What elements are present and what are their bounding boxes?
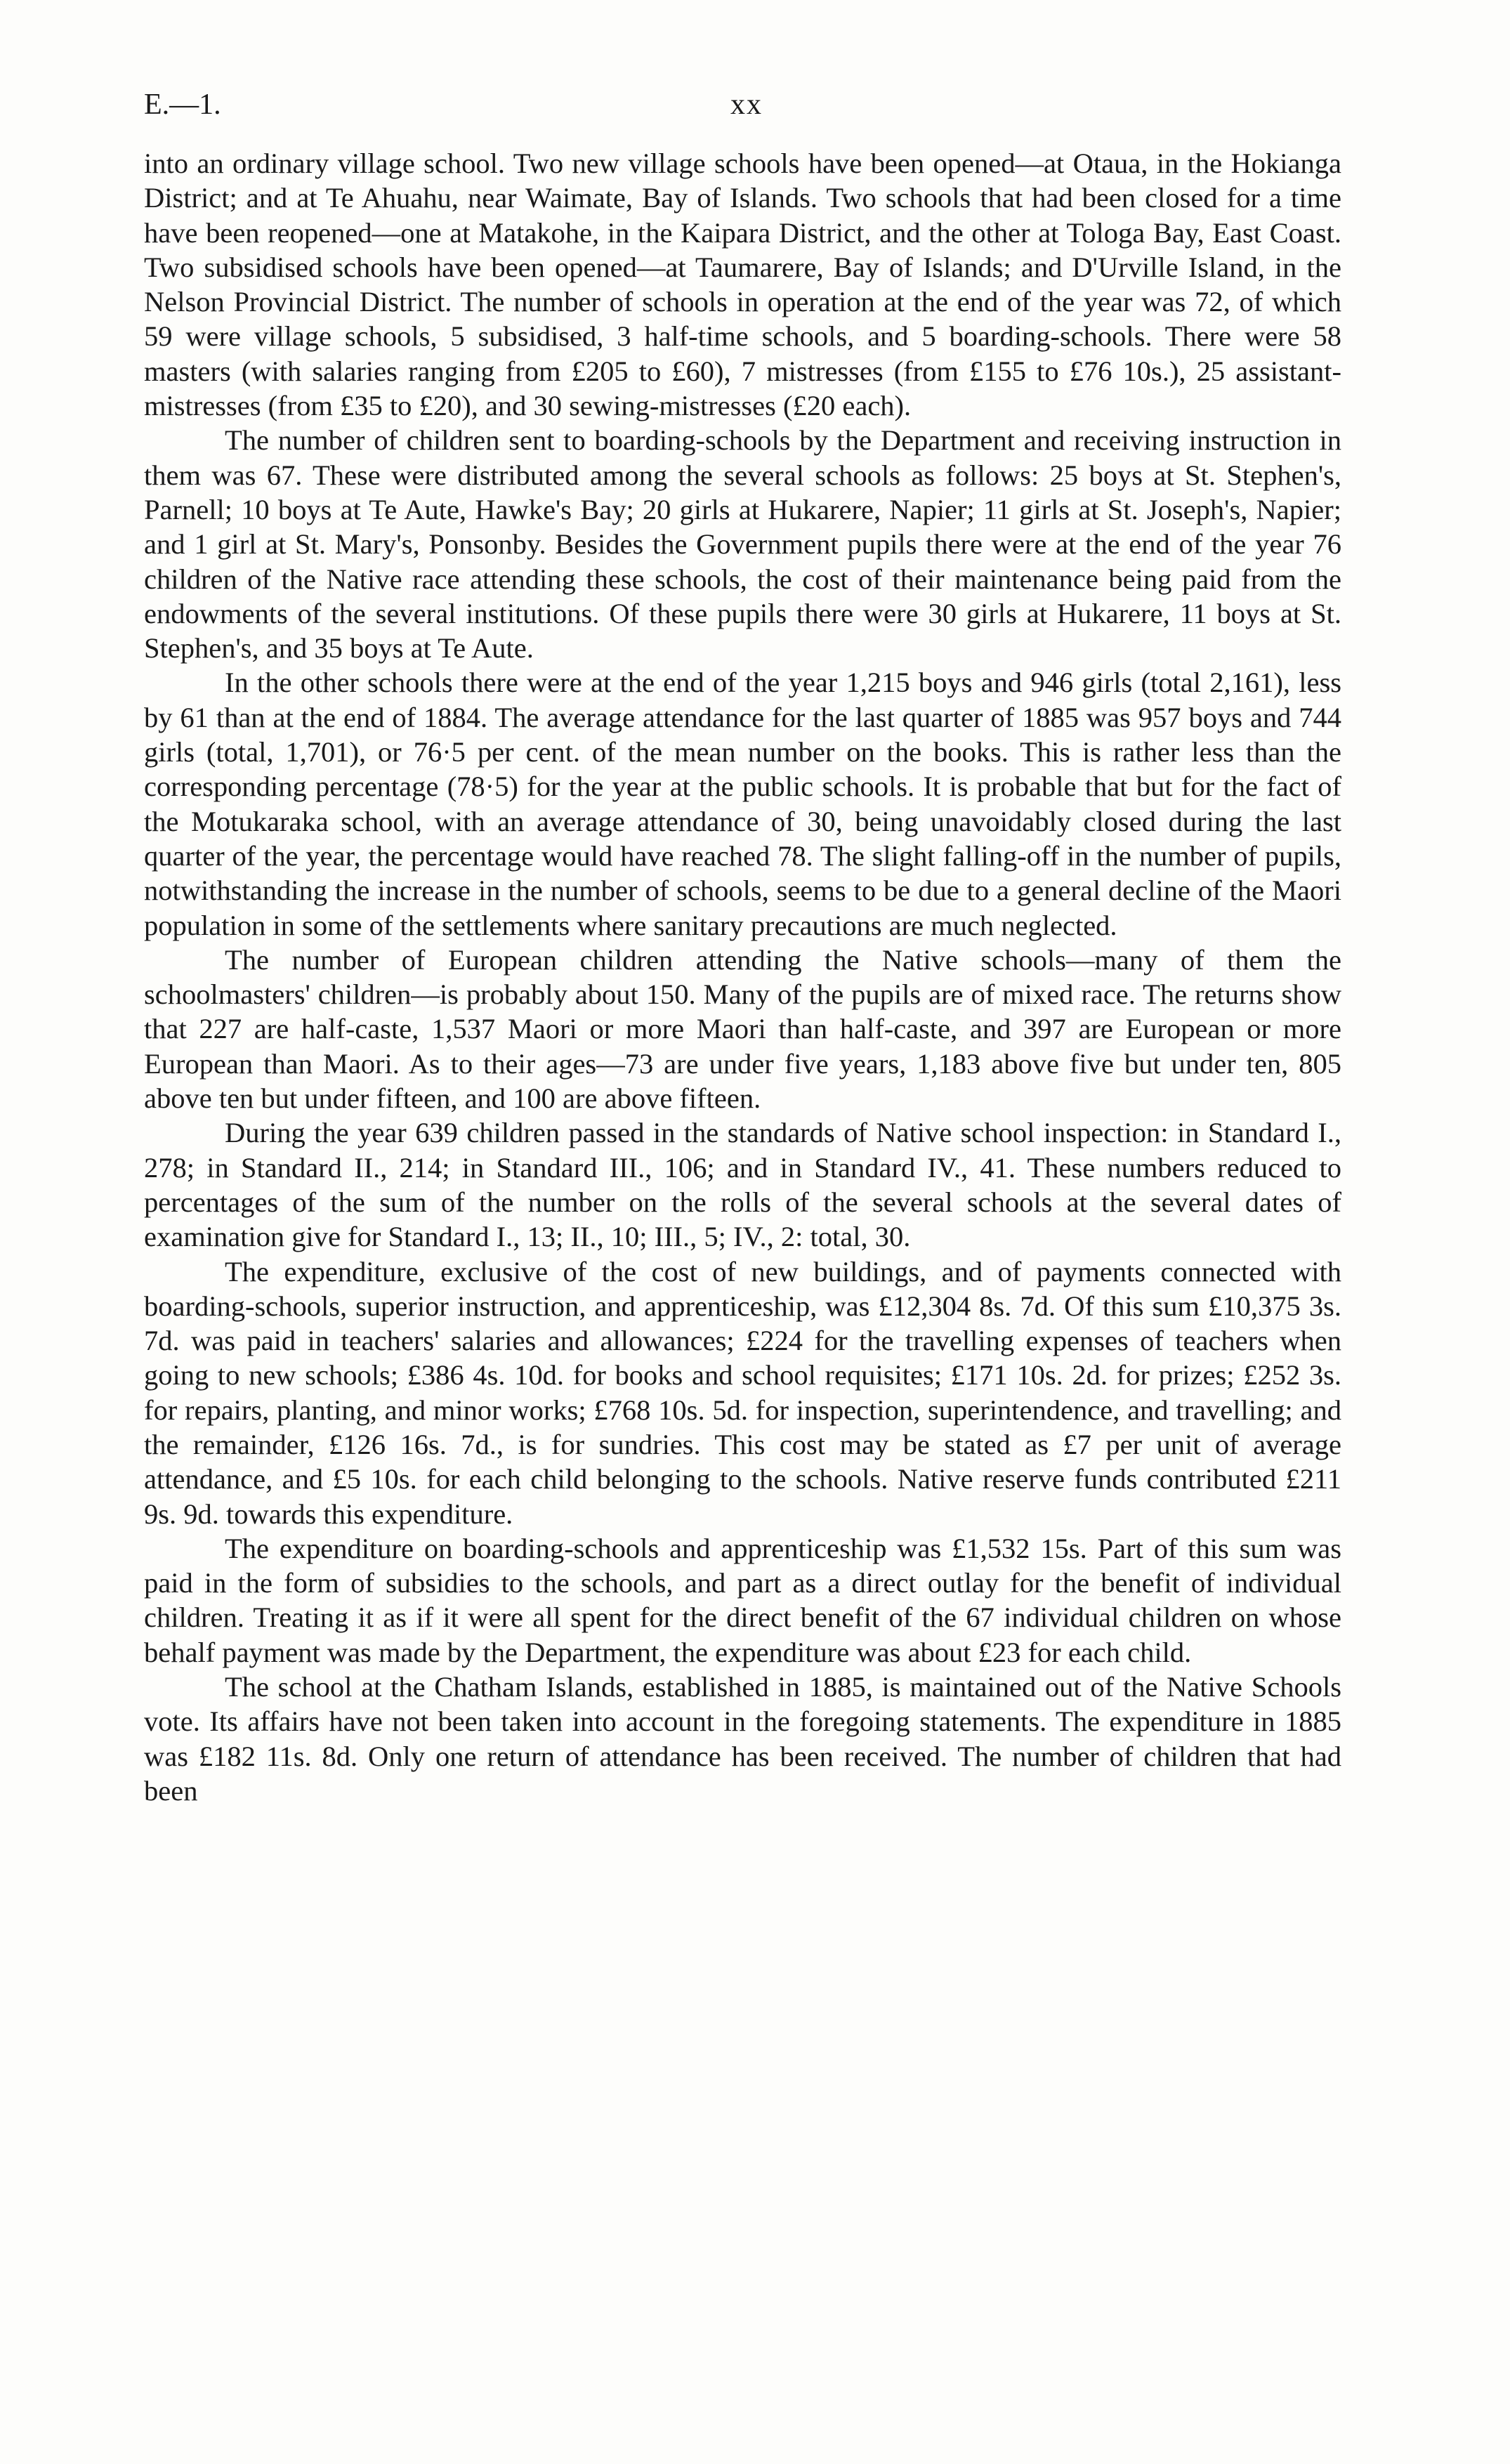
body-text (144, 146, 1341, 1808)
document-reference: E.—1. (144, 89, 221, 121)
paragraph: The school at the Chatham Islands, established in 1885, is maintained out of the Native Schools vote. Its affairs have not been taken into account in the foregoing statements. The expenditure in 1885 was £182 11s. 8d. Only one return of attendance has been received. The number of children that had been (144, 1671, 1341, 1807)
paragraph: The number of children sent to boarding-schools by the Department and receiving instruction in them was 67. These were distributed among the several schools as follows: 25 boys at St. Stephen's, Parnell; 10 boys at Te Aute, Hawke's Bay; 20 girls at Hukarere, Napier; 11 girls at St. Joseph's, Napier; and 1 girl at St. Mary's, Ponsonby. Besides the Government pupils there were at the end of the year 76 children of the Native race attending these schools, the cost of their maintenance being paid from the endowments of the several institutions. Of these pupils there were 30 girls at Hukarere, 11 boys at St. Stephen's, and 35 boys at Te Aute. (144, 424, 1341, 664)
paragraph: The expenditure, exclusive of the cost of new buildings, and of payments connected with boarding-schools, superior instruction, and apprenticeship, was £12,304 8s. 7d. Of this sum £10,375 3s. 7d. was paid in teachers' salaries and allowances; £224 for the travelling expenses of teachers when going to new schools; £386 4s. 10d. for books and school requisites; £171 10s. 2d. for prizes; £252 3s. for repairs, planting, and minor works; £768 10s. 5d. for inspection, superintendence, and travelling; and the remainder, £126 16s. 7d., is for sundries. This cost may be stated as £7 per unit of average attendance, and £5 10s. for each child belonging to the schools. Native reserve funds contributed £211 9s. 9d. towards this expenditure. (144, 1255, 1341, 1530)
paragraph: During the year 639 children passed in the standards of Native school inspection: in Standard I., 278; in Standard II., 214; in Standard III., 106; and in Standard IV., 41. These numbers reduced to percentages of the sum of the number on the rolls of the several schools at the several dates of examination give for Standard I., 13; II., 10; III., 5; IV., 2: total, 30. (144, 1117, 1341, 1253)
paragraph: The expenditure on boarding-schools and apprenticeship was £1,532 15s. Part of this sum was paid in the form of subsidies to the schools, and part as a direct outlay for the benefit of individual children. Treating it as if it were all spent for the direct benefit of the 67 individual children on whose behalf payment was made by the Department, the expenditure was about £23 for each child. (144, 1532, 1341, 1668)
paragraph: In the other schools there were at the end of the year 1,215 boys and 946 girls (total 2,161), less by 61 than at the end of 1884. The average attendance for the last quarter of 1885 was 957 boys and 744 girls (total, 1,701), or 76·5 per cent. of the mean number on the books. This is rather less than the corresponding percentage (78·5) for the year at the public schools. It is probable that but for the fact of the Motukaraka school, with an average attendance of 30, being unavoidably closed during the last quarter of the year, the percentage would have reached 78. The slight falling-off in the number of pupils, notwithstanding the increase in the number of schools, seems to be due to a general decline of the Maori population in some of the settlements where sanitary precautions are much neglected. (144, 667, 1341, 941)
paragraph: into an ordinary village school. Two new village schools have been opened—at Otaua, in the Hokianga District; and at Te Ahuahu, near Waimate, Bay of Islands. Two schools that had been closed for a time have been reopened—one at Matakohe, in the Kaipara District, and the other at Tologa Bay, East Coast. Two subsidised schools have been opened—at Taumarere, Bay of Islands; and D'Urville Island, in the Nelson Provincial District. The number of schools in operation at the end of the year was 72, of which 59 were village schools, 5 subsidised, 3 half-time schools, and 5 boarding-schools. There were 58 masters (with salaries ranging from £205 to £60), 7 mistresses (from £155 to £76 10s.), 25 assistant-mistresses (from £35 to £20), and 30 sewing-mistresses (£20 each). (144, 148, 1341, 422)
paragraph: The number of European children attending the Native schools—many of them the schoolmasters' children—is probably about 150. Many of the pupils are of mixed race. The returns show that 227 are half-caste, 1,537 Maori or more Maori than half-caste, and 397 are European or more European than Maori. As to their ages—73 are under five years, 1,183 above five but under ten, 805 above ten but under fifteen, and 100 are above fifteen. (144, 943, 1341, 1115)
page-number: xx (730, 89, 763, 121)
